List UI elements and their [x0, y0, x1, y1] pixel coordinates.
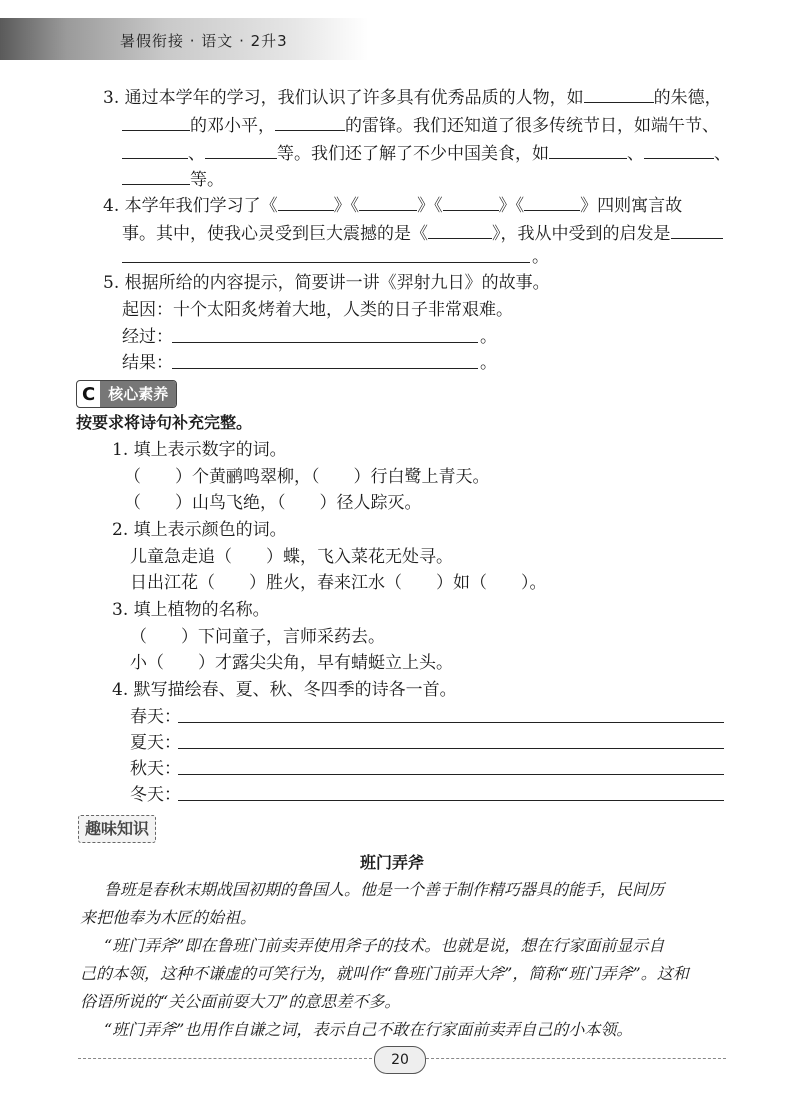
- blank[interactable]: [671, 220, 723, 239]
- story-p1-line2: 来把他奉为木匠的始祖。: [80, 908, 257, 927]
- item2-line2[interactable]: 日出江花（ ）胜火，春来江水（ ）如（ ）。: [130, 573, 547, 593]
- blank[interactable]: [584, 84, 654, 103]
- item1-line2[interactable]: （ ）山鸟飞绝，（ ）径人踪灭。: [124, 493, 422, 513]
- fun-knowledge-badge: 趣味知识: [78, 815, 156, 843]
- q3-text: 、: [714, 144, 731, 164]
- blank[interactable]: [549, 140, 627, 159]
- q3-text: 的雷锋。我们还知道了很多传统节日，如端午节、: [345, 116, 719, 136]
- blank[interactable]: [205, 140, 277, 159]
- q3-text: 等。: [190, 170, 224, 190]
- q3-line1: [103, 84, 722, 111]
- q5-period: 。: [480, 353, 497, 373]
- q4-line1: [103, 192, 682, 219]
- q3-text: 、: [627, 144, 644, 164]
- blank[interactable]: [275, 112, 345, 131]
- season-autumn-label: 秋天：: [130, 759, 181, 779]
- q5-title: 5. 根据所给的内容提示，简要讲一讲《羿射九日》的故事。: [103, 273, 550, 293]
- season-spring-line[interactable]: [178, 722, 724, 723]
- season-spring-label: 春天：: [130, 707, 181, 727]
- blank[interactable]: [359, 192, 417, 211]
- season-summer-line[interactable]: [178, 748, 724, 749]
- q3-line2: [122, 112, 719, 139]
- item2-title: 2. 填上表示颜色的词。: [112, 520, 287, 540]
- q3-line4: [122, 166, 224, 193]
- q4-text: 事。其中，使我心灵受到巨大震撼的是《: [122, 224, 428, 244]
- story-p2-line3: 俗语所说的“关公面前耍大刀”的意思差不多。: [80, 992, 401, 1011]
- footer-divider-right: [426, 1058, 726, 1059]
- season-autumn-line[interactable]: [178, 774, 724, 775]
- q4-text: 》四则寓言故: [580, 196, 683, 216]
- item4-title: 4. 默写描绘春、夏、秋、冬四季的诗各一首。: [112, 680, 457, 700]
- blank[interactable]: [122, 112, 190, 131]
- q5-result-line[interactable]: [172, 368, 478, 369]
- q5-cause: 起因：十个太阳炙烤着大地，人类的日子非常艰难。: [122, 300, 513, 320]
- q3-text: 的朱德，: [653, 88, 722, 108]
- q3-text: 3. 通过本学年的学习，我们认识了许多具有优秀品质的人物，如: [103, 88, 584, 108]
- q5-process-line[interactable]: [172, 342, 478, 343]
- header-title: 暑假衔接 · 语文 · 2升3: [120, 32, 288, 50]
- season-winter-line[interactable]: [178, 800, 724, 801]
- q5-result-label: 结果：: [122, 353, 173, 373]
- blank[interactable]: [428, 220, 492, 239]
- q4-period: 。: [532, 247, 549, 267]
- season-summer-label: 夏天：: [130, 733, 181, 753]
- item1-line1[interactable]: （ ）个黄鹂鸣翠柳，（ ）行白鹭上青天。: [124, 467, 490, 487]
- page-number: 20: [374, 1046, 426, 1074]
- item1-title: 1. 填上表示数字的词。: [112, 440, 287, 460]
- q4-text: 》《: [498, 196, 525, 216]
- story-p2-line1: “班门弄斧”即在鲁班门前卖弄使用斧子的技术。也就是说，想在行家面前显示自: [104, 936, 665, 955]
- q3-text: 、: [188, 144, 205, 164]
- blank[interactable]: [122, 166, 190, 185]
- section-c-instruction: 按要求将诗句补充完整。: [76, 413, 253, 432]
- q4-text: 》《: [333, 196, 360, 216]
- story-p1-line1: 鲁班是春秋末期战国初期的鲁国人。他是一个善于制作精巧器具的能手，民间历: [104, 880, 665, 899]
- q3-text: 的邓小平，: [190, 116, 275, 136]
- blank[interactable]: [644, 140, 714, 159]
- season-winter-label: 冬天：: [130, 785, 181, 805]
- q5-process-label: 经过：: [122, 327, 173, 347]
- blank[interactable]: [443, 192, 499, 211]
- q3-line3: [122, 140, 731, 167]
- q5-period: 。: [480, 327, 497, 347]
- q4-answer-line[interactable]: [122, 262, 530, 263]
- section-c-badge: [76, 380, 177, 408]
- q4-text: 》，我从中受到的启发是: [492, 224, 671, 244]
- story-title: 班门弄斧: [360, 853, 425, 872]
- section-c-label: 核心素养: [100, 381, 176, 407]
- blank[interactable]: [122, 140, 188, 159]
- q4-text: 4. 本学年我们学习了《: [103, 196, 278, 216]
- item2-line1[interactable]: 儿童急走追（ ）蝶，飞入菜花无处寻。: [130, 547, 453, 567]
- blank[interactable]: [278, 192, 334, 211]
- item3-title: 3. 填上植物的名称。: [112, 600, 270, 620]
- item3-line2[interactable]: 小（ ）才露尖尖角，早有蜻蜓立上头。: [130, 653, 453, 673]
- section-c-letter: C: [77, 384, 100, 405]
- story-p2-line2: 己的本领，这种不谦虚的可笑行为，就叫作“鲁班门前弄大斧”，简称“班门弄斧”。这和: [80, 964, 689, 983]
- item3-line1[interactable]: （ ）下问童子，言师采药去。: [130, 627, 385, 647]
- q4-line2: [122, 220, 723, 247]
- story-p3: “班门弄斧”也用作自谦之词，表示自己不敢在行家面前卖弄自己的小本领。: [104, 1020, 633, 1039]
- footer-divider-left: [78, 1058, 372, 1059]
- q4-text: 》《: [417, 196, 443, 216]
- blank[interactable]: [524, 192, 580, 211]
- q3-text: 等。我们还了解了不少中国美食，如: [277, 144, 549, 164]
